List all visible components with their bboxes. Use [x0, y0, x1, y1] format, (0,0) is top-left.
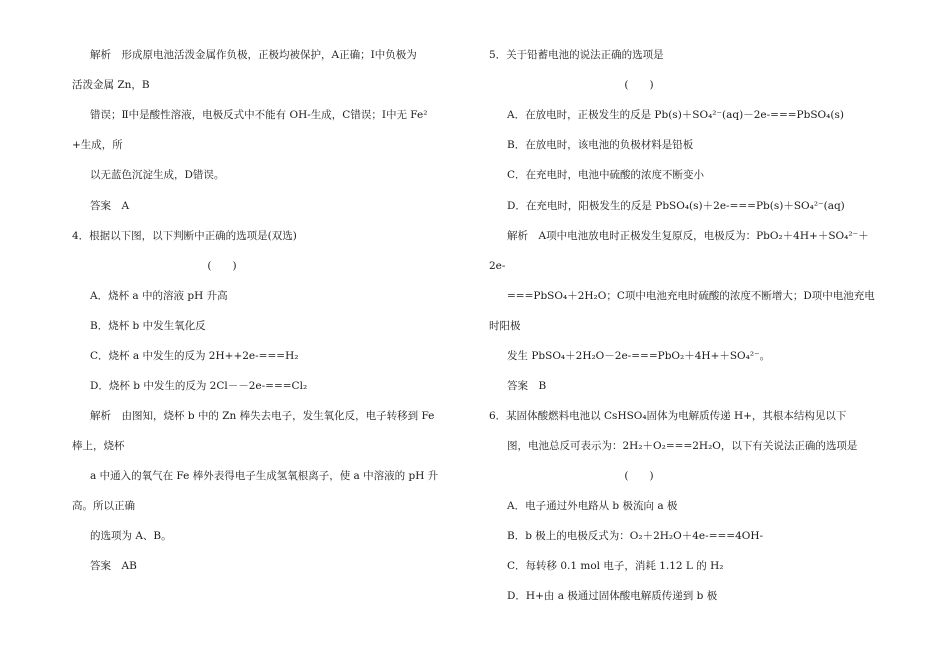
- answer-bracket: ( ): [624, 470, 654, 482]
- option-c: C．每转移 0.1 mol 电子，消耗 1.12 L 的 H₂: [507, 560, 724, 572]
- option-b: B．b 极上的电极反式为：O₂＋2H₂O＋4e-===4OH-: [507, 530, 764, 542]
- answer-bracket: ( ): [207, 260, 237, 272]
- analysis-line: 解析 A项中电池放电时正极发生复原反，电极反为：PbO₂＋4H+＋SO₄²⁻＋: [507, 230, 869, 242]
- option-a: A．电子通过外电路从 b 极流向 a 极: [507, 500, 678, 512]
- analysis-line: 的选项为 A、B。: [90, 530, 172, 542]
- analysis-line: ===PbSO₄＋2H₂O；C项中电池充电时硫酸的浓度不断增大；D项中电池充电: [507, 290, 875, 302]
- analysis-line: 棒上，烧杯: [72, 440, 125, 452]
- analysis-line: a 中通入的氧气在 Fe 棒外表得电子生成氢氧根离子，使 a 中溶液的 pH 升: [90, 470, 439, 482]
- option-d: D．H+由 a 极通过固体酸电解质传递到 b 极: [507, 590, 718, 602]
- analysis-line: 以无蓝色沉淀生成，D错误。: [90, 169, 225, 181]
- analysis-line: +生成，所: [72, 139, 123, 151]
- option-c: C．烧杯 a 中发生的反为 2H++2e-===H₂: [90, 350, 299, 362]
- answer-bracket: ( ): [624, 79, 654, 91]
- option-a: A．在放电时，正极发生的反是 Pb(s)＋SO₄²⁻(aq)－2e-===PbSO₄(s): [507, 109, 844, 121]
- analysis-line: 错误；Ⅱ中是酸性溶液，电极反式中不能有 OH-生成，C错误；Ⅰ中无 Fe²: [90, 109, 428, 121]
- option-c: C．在充电时，电池中硫酸的浓度不断变小: [507, 169, 705, 181]
- option-d: D．在充电时，阳极发生的反是 PbSO₄(s)＋2e-===Pb(s)＋SO₄²⁻(aq): [507, 200, 845, 212]
- analysis-line: 2e-: [489, 260, 506, 272]
- option-a: A．烧杯 a 中的溶液 pH 升高: [90, 290, 228, 302]
- analysis-line: 高。所以正确: [72, 500, 135, 512]
- question-4-stem: 4．根据以下图，以下判断中正确的选项是(双选): [72, 230, 297, 242]
- option-b: B．烧杯 b 中发生氧化反: [90, 320, 206, 332]
- answer-line: 答案 AB: [90, 560, 137, 572]
- option-d: D．烧杯 b 中发生的反为 2Cl－－2e-===Cl₂: [90, 380, 308, 392]
- analysis-line: 发生 PbSO₄＋2H₂O－2e-===PbO₂＋4H+＋SO₄²⁻。: [507, 350, 771, 362]
- answer-line: 答案 A: [90, 200, 130, 212]
- analysis-line: 时阳极: [489, 320, 521, 332]
- analysis-line: 活泼金属 Zn，B: [72, 79, 150, 91]
- question-6-stem: 图，电池总反可表示为：2H₂＋O₂===2H₂O，以下有关说法正确的选项是: [507, 440, 858, 452]
- analysis-line: 解析 形成原电池活泼金属作负极，正极均被保护，A正确；Ⅰ中负极为: [90, 49, 417, 61]
- question-6-stem: 6．某固体酸燃料电池以 CsHSO₄固体为电解质传递 H+，其根本结构见以下: [489, 410, 847, 422]
- analysis-line: 解析 由图知，烧杯 b 中的 Zn 棒失去电子，发生氧化反，电子转移到 Fe: [90, 410, 435, 422]
- answer-line: 答案 B: [507, 380, 547, 392]
- question-5-stem: 5．关于铅蓄电池的说法正确的选项是: [489, 49, 664, 61]
- option-b: B．在放电时，该电池的负极材料是铅板: [507, 139, 694, 151]
